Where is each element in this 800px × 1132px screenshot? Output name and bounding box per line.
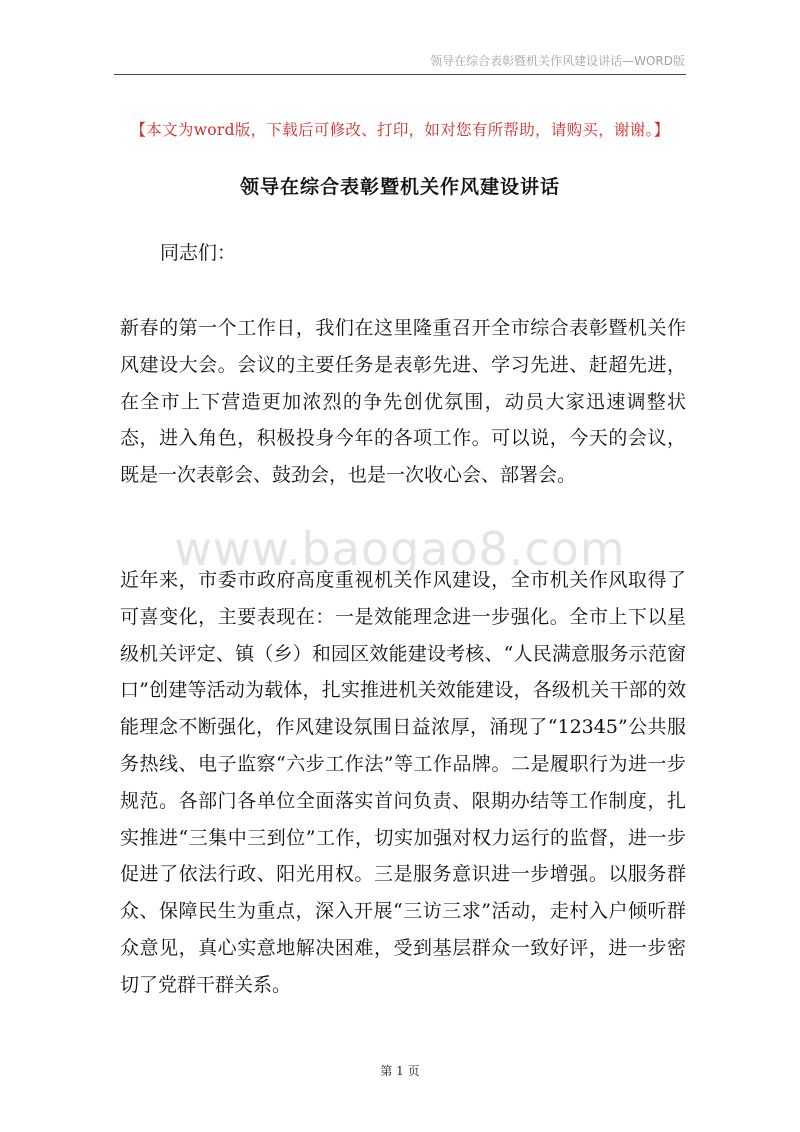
running-header: 领导在综合表彰暨机关作风建设讲话—WORD版 [430, 54, 685, 68]
salutation: 同志们： [160, 242, 237, 264]
document-title: 领导在综合表彰暨机关作风建设讲话 [239, 176, 560, 198]
purchase-notice: 【本文为word版，下载后可修改、打印，如对您有所帮助，请购买，谢谢。】 [130, 121, 670, 139]
header-divider [114, 74, 686, 75]
paragraph-1: 新春的第一个工作日，我们在这里隆重召开全市综合表彰暨机关作风建设大会。会议的主要任务是表彰先进、学习先进、赶超先进，在全市上下营造更加浓烈的争先创优氛围，动员大家迅速调整状态，进入角色，积极投身今年的各项工作。可以说，今天的会议，既是一次表彰会、鼓劲会，也是一次收心会、部署会。 [120, 317, 686, 487]
watermark-text: www.baogao8.com [174, 522, 626, 576]
page-number: 第 1 页 [380, 1064, 420, 1078]
paragraph-2: 近年来，市委市政府高度重视机关作风建设，全市机关作风取得了可喜变化，主要表现在：一是效能理念进一步强化。全市上下以星级机关评定、镇（乡）和园区效能建设考核、“人民满意服务示范窗口”创建等活动为载体，扎实推进机关效能建设，各级机关干部的效能理念不断强化，作风建设氛围日益浓厚，涌现了“12345”公共服务热线、电子监察“六步工作法”等工作品牌。二是履职行为进一步规范。各部门各单位全面落实首问负责、限期办结等工作制度，扎实推进“三集中三到位”工作，切实加强对权力运行的监督，进一步促进了依法行政、阳光用权。三是服务意识进一步增强。以服务群众、保障民生为重点，深入开展“三访三求”活动，走村入户倾听群众意见，真心实意地解决困难，受到基层群众一致好评，进一步密切了党群干群关系。 [120, 569, 686, 996]
